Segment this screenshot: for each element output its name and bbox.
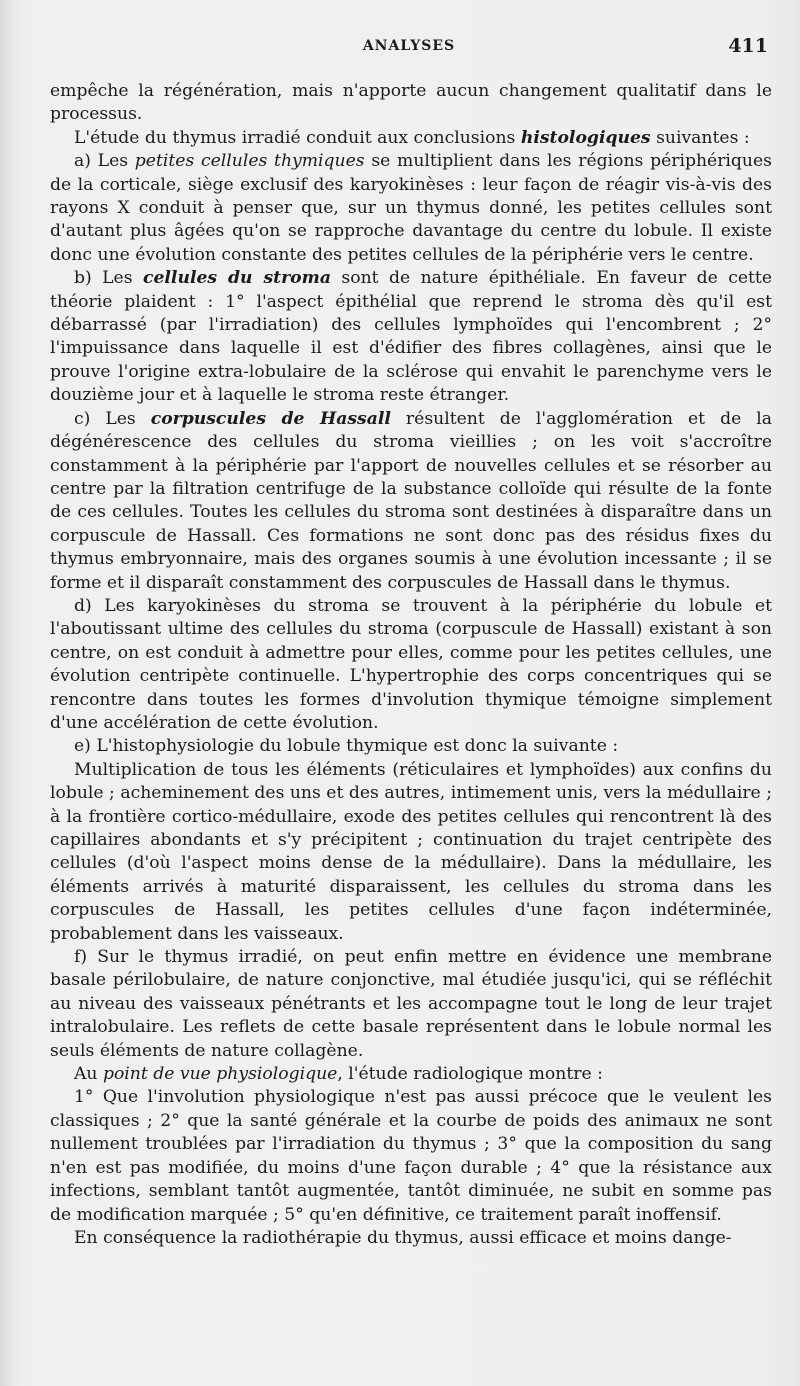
article-body	[50, 80, 772, 1250]
paragraph-continuation: empêche la régénération, mais n'apporte aucun changement qualitatif dans le processus.	[50, 81, 772, 125]
paragraph-e-histophysiology: e) L'histophysiologie du lobule thymique est donc la suivante :	[74, 736, 619, 757]
page-number: 411	[728, 35, 768, 57]
paragraph-a-small-cells: a) Les petites cellules thymiques se multiplient dans les régions périphériques de la corticale, siège exclusif des karyokinèses : leur façon de réagir vis-à-vis des rayons X conduit à penser que, sur un thymus donné, les petites cellules sont d'autant plus âgées qu'on se rapproche davantage du centre du lobule. Il existe donc une évolution constante des petites cellules de la périphérie vers le centre.	[50, 151, 772, 265]
paragraph-histology-intro: L'étude du thymus irradié conduit aux conclusions histologiques suivantes :	[74, 127, 750, 148]
page-header	[50, 35, 768, 62]
paragraph-c-hassall-corpuscles: c) Les corpuscules de Hassall résultent de l'agglomération et de la dégénérescence des cellules du stroma vieillies ; on les voit s'accroître constamment à la périphérie par l'apport de nouvelles cellules et se résorber au centre par la filtration centrifuge de la substance colloïde qui résulte de la fonte de ces cellules. Toutes les cellules du stroma sont destinées à disparaître dans un corpuscule de Hassall. Ces formations ne sont donc pas des résidus fixes du thymus embryonnaire, mais des organes soumis à une évolution incessante ; il se forme et il disparaît constamment des corpuscules de Hassall dans le thymus.	[50, 408, 772, 593]
emphasized-term: cellules du stroma	[142, 268, 331, 289]
emphasized-term: histologiques	[520, 127, 651, 148]
emphasized-term: point de vue physiologique	[102, 1064, 338, 1085]
paragraph-multiplication: Multiplication de tous les éléments (réticulaires et lymphoïdes) aux confins du lobule ; acheminement des uns et des autres, intimement unis, vers la médullaire ; à la frontière cortico-médullaire, exode des petites cellules qui rencontrent là des capillaires abondants et s'y précipitent ; continuation du trajet centripète des cellules (d'où l'aspect moins dense de la médullaire). Dans la médullaire, les éléments arrivés à maturité disparaissent, les cellules du stroma dans les corpuscules de Hassall, les petites cellules d'une façon indéterminée, probablement dans les vaisseaux.	[50, 759, 772, 944]
paragraph-d-karyokinesis: d) Les karyokinèses du stroma se trouvent à la périphérie du lobule et l'aboutissant ultime des cellules du stroma (corpuscule de Hassall) existant à son centre, on est conduit à admettre pour elles, comme pour les petites cellules, une évolution centripète continuelle. L'hypertrophie des corps concentriques qui se rencontre dans toutes les formes d'involution thymique témoigne simplement d'une accélération de cette évolution.	[50, 595, 772, 733]
running-head: ANALYSES	[362, 38, 456, 54]
emphasized-term: petites cellules thymiques	[134, 151, 365, 172]
paragraph-conclusion: En conséquence la radiothérapie du thymus, aussi efficace et moins dange-	[74, 1227, 732, 1248]
paragraph-radiology-findings: 1° Que l'involution physiologique n'est pas aussi précoce que le veulent les classiques ; 2° que la santé générale et la courbe de poids des animaux ne sont nullement troublées par l'irradiation du thymus ; 3° que la composition du sang n'en est pas modifiée, du moins d'une façon durable ; 4° que la résistance aux infections, semblant tantôt augmentée, tantôt diminuée, ne subit en somme pas de modification marquée ; 5° qu'en définitive, ce traitement paraît inoffensif.	[50, 1087, 772, 1225]
paragraph-b-stroma-cells: b) Les cellules du stroma sont de nature épithéliale. En faveur de cette théorie plaident : 1° l'aspect épithélial que reprend le stroma dès qu'il est débarrassé (par l'irradiation) des cellules lymphoïdes qui l'encombrent ; 2° l'impuissance dans laquelle il est d'édifier des fibres collagènes, ainsi que le prouve l'origine extra-lobulaire de la sclérose qui envahit le parenchyme vers le douzième jour et à laquelle le stroma reste étranger.	[50, 268, 772, 406]
paragraph-physiology-intro: Au point de vue physiologique, l'étude radiologique montre :	[74, 1064, 603, 1085]
emphasized-term: corpuscules de Hassall	[150, 408, 391, 429]
paragraph-f-basal-membrane: f) Sur le thymus irradié, on peut enfin mettre en évidence une membrane basale périlobulaire, de nature conjonctive, mal étudiée jusqu'ici, qui se réfléchit au niveau des vaisseaux pénétrants et les accompagne tout le long de leur trajet intralobulaire. Les reflets de cette basale représentent dans le lobule normal les seuls éléments de nature collagène.	[50, 947, 772, 1061]
